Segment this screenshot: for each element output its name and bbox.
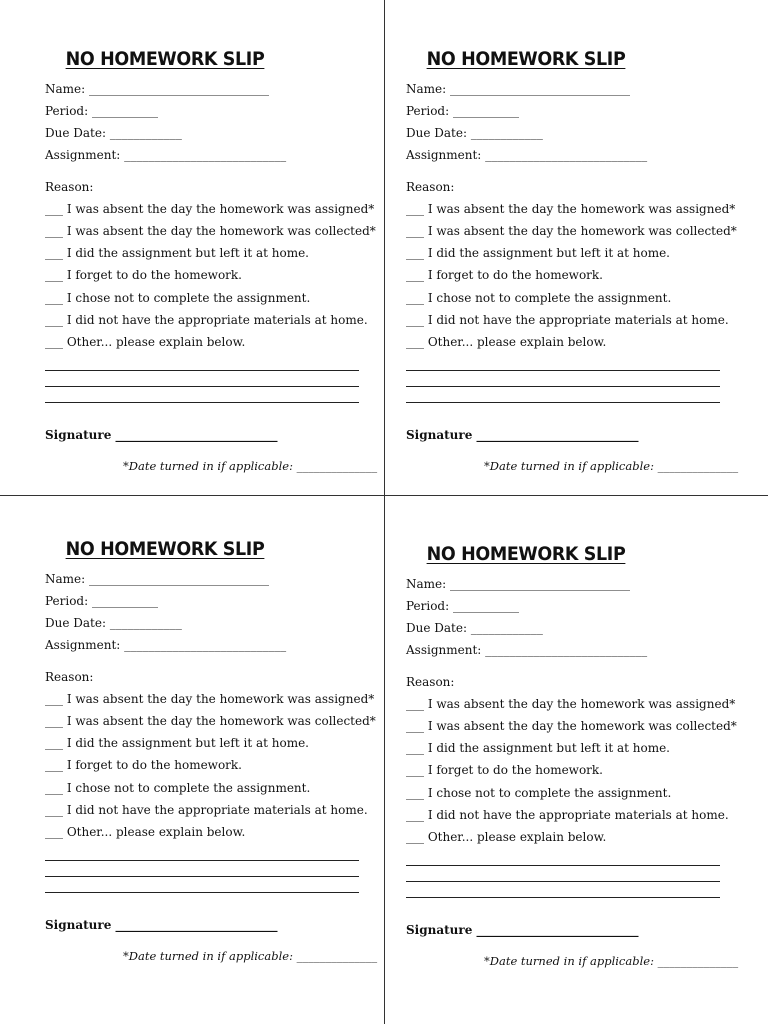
signature-line: Signature ___________________________	[45, 918, 278, 932]
explain-line	[406, 897, 720, 898]
period-field: Period: ___________	[406, 599, 519, 613]
assignment-field: Assignment: ___________________________	[45, 148, 287, 162]
reason-option-absent-assigned: ___ I was absent the day the homework was assigned*	[45, 202, 375, 216]
date-turned-in-note: *Date turned in if applicable: ______________	[123, 949, 378, 963]
period-field: Period: ___________	[45, 594, 158, 608]
period-field: Period: ___________	[45, 104, 158, 118]
reason-option-no-materials: ___ I did not have the appropriate materials at home.	[406, 313, 729, 327]
reason-option-left-at-home: ___ I did the assignment but left it at home.	[45, 736, 309, 750]
reason-option-forgot: ___ I forget to do the homework.	[406, 268, 603, 282]
reason-label: Reason:	[406, 180, 455, 194]
reason-option-absent-collected: ___ I was absent the day the homework was collected*	[45, 224, 376, 238]
name-field: Name: ______________________________	[45, 572, 269, 586]
explain-line	[406, 881, 720, 882]
slip-title: NO HOMEWORK SLIP	[426, 543, 626, 565]
reason-option-chose-not: ___ I chose not to complete the assignment.	[45, 781, 311, 795]
reason-option-other: ___ Other... please explain below.	[406, 830, 607, 844]
reason-option-other: ___ Other... please explain below.	[45, 825, 246, 839]
name-field: Name: ______________________________	[406, 577, 630, 591]
slip-title: NO HOMEWORK SLIP	[65, 48, 265, 70]
reason-option-other: ___ Other... please explain below.	[45, 335, 246, 349]
assignment-field: Assignment: ___________________________	[406, 148, 648, 162]
signature-line: Signature ___________________________	[45, 428, 278, 442]
reason-option-left-at-home: ___ I did the assignment but left it at home.	[406, 741, 670, 755]
reason-option-chose-not: ___ I chose not to complete the assignment.	[45, 291, 311, 305]
slip-title: NO HOMEWORK SLIP	[426, 48, 626, 70]
signature-line: Signature ___________________________	[406, 428, 639, 442]
reason-option-absent-assigned: ___ I was absent the day the homework was assigned*	[45, 692, 375, 706]
explain-line	[45, 892, 359, 893]
reason-label: Reason:	[45, 180, 94, 194]
due-date-field: Due Date: ____________	[406, 126, 543, 140]
assignment-field: Assignment: ___________________________	[45, 638, 287, 652]
name-field: Name: ______________________________	[406, 82, 630, 96]
reason-option-chose-not: ___ I chose not to complete the assignment.	[406, 786, 672, 800]
explain-line	[45, 386, 359, 387]
name-field: Name: ______________________________	[45, 82, 269, 96]
reason-option-absent-collected: ___ I was absent the day the homework was collected*	[406, 719, 737, 733]
reason-label: Reason:	[45, 670, 94, 684]
reason-option-absent-assigned: ___ I was absent the day the homework was assigned*	[406, 697, 736, 711]
due-date-field: Due Date: ____________	[45, 126, 182, 140]
reason-option-other: ___ Other... please explain below.	[406, 335, 607, 349]
period-field: Period: ___________	[406, 104, 519, 118]
due-date-field: Due Date: ____________	[45, 616, 182, 630]
explain-line	[45, 876, 359, 877]
explain-line	[406, 370, 720, 371]
reason-option-forgot: ___ I forget to do the homework.	[406, 763, 603, 777]
date-turned-in-note: *Date turned in if applicable: ______________	[484, 459, 739, 473]
reason-option-left-at-home: ___ I did the assignment but left it at home.	[406, 246, 670, 260]
date-turned-in-note: *Date turned in if applicable: ______________	[123, 459, 378, 473]
assignment-field: Assignment: ___________________________	[406, 643, 648, 657]
explain-line	[406, 386, 720, 387]
reason-option-absent-collected: ___ I was absent the day the homework was collected*	[45, 714, 376, 728]
explain-line	[406, 402, 720, 403]
explain-line	[45, 402, 359, 403]
slip-top-right	[361, 0, 739, 473]
reason-option-chose-not: ___ I chose not to complete the assignment.	[406, 291, 672, 305]
reason-label: Reason:	[406, 675, 455, 689]
explain-line	[45, 370, 359, 371]
reason-option-left-at-home: ___ I did the assignment but left it at home.	[45, 246, 309, 260]
reason-option-forgot: ___ I forget to do the homework.	[45, 758, 242, 772]
slip-bottom-right	[361, 495, 739, 968]
due-date-field: Due Date: ____________	[406, 621, 543, 635]
explain-line	[45, 860, 359, 861]
reason-option-no-materials: ___ I did not have the appropriate materials at home.	[45, 803, 368, 817]
reason-option-no-materials: ___ I did not have the appropriate materials at home.	[406, 808, 729, 822]
reason-option-no-materials: ___ I did not have the appropriate materials at home.	[45, 313, 368, 327]
explain-line	[406, 865, 720, 866]
reason-option-forgot: ___ I forget to do the homework.	[45, 268, 242, 282]
slip-top-left	[0, 0, 378, 473]
reason-option-absent-collected: ___ I was absent the day the homework was collected*	[406, 224, 737, 238]
signature-line: Signature ___________________________	[406, 923, 639, 937]
slip-title: NO HOMEWORK SLIP	[65, 538, 265, 560]
slip-bottom-left	[0, 490, 378, 963]
reason-option-absent-assigned: ___ I was absent the day the homework was assigned*	[406, 202, 736, 216]
date-turned-in-note: *Date turned in if applicable: ______________	[484, 954, 739, 968]
